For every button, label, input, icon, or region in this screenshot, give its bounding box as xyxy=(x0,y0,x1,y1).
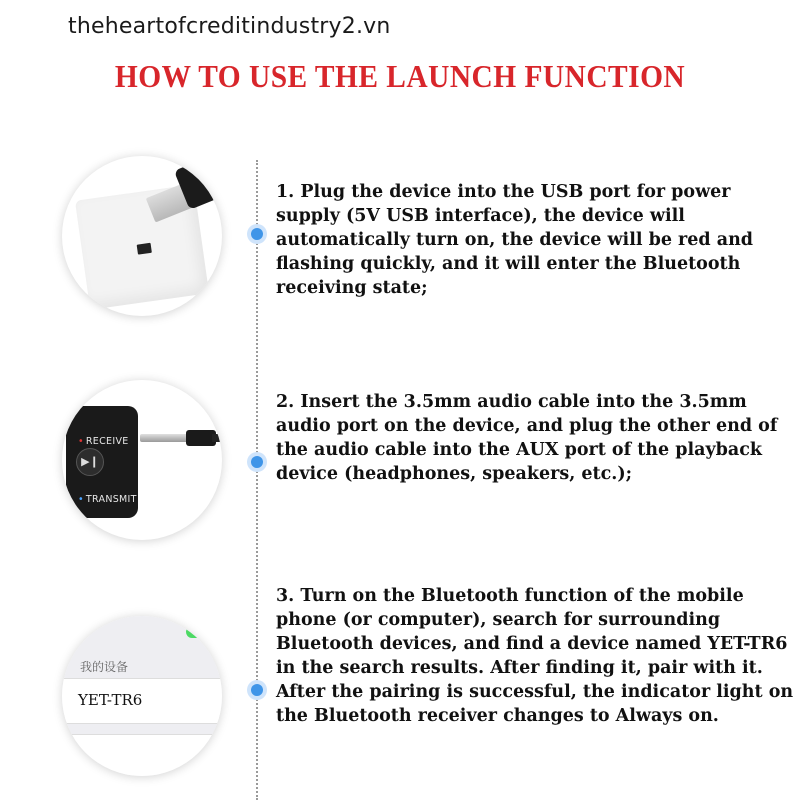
page-title: HOW TO USE THE LAUNCH FUNCTION xyxy=(114,58,686,94)
step-1-text: 1. Plug the device into the USB port for power supply (5V USB interface), the device will automatically turn on, the device will be red and flashing quickly, and it will enter the Bluetooth receiving state; xyxy=(276,182,754,298)
step-3-text: 3. Turn on the Bluetooth function of the mobile phone (or computer), search for surrounding Bluetooth devices, and find a device named YET-TR6 in the search results. After finding it, pair with it. After the pairing is successful, the indicator light on the Bluetooth receiver changes to Always on. xyxy=(276,586,794,726)
device-name: YET-TR6 xyxy=(78,691,143,709)
receiver-device xyxy=(66,406,138,518)
audio-cable xyxy=(212,434,222,442)
transmit-label: • TRANSMIT xyxy=(78,494,137,505)
device-row xyxy=(62,678,222,724)
usb-slot xyxy=(137,243,152,255)
timeline-dot-3 xyxy=(251,684,263,696)
step-3-image xyxy=(62,616,222,776)
device-row-empty xyxy=(62,734,222,776)
timeline-dot-1 xyxy=(251,228,263,240)
step-2-text: 2. Insert the 3.5mm audio cable into the 3.5mm audio port on the device, and plug the other end of the audio cable into the AUX port of the playback device (headphones, speakers, etc.); xyxy=(276,392,778,484)
bluetooth-toggle-icon xyxy=(186,626,208,638)
watermark: theheartofcreditindustry2.vn xyxy=(68,14,391,39)
step-1-image xyxy=(62,156,222,316)
receive-label: • RECEIVE xyxy=(78,436,129,447)
play-pause-icon: ▶❙ xyxy=(76,448,104,476)
my-devices-label: 我的设备 xyxy=(80,660,129,674)
timeline-line xyxy=(256,160,258,800)
timeline-dot-2 xyxy=(251,456,263,468)
step-2-image xyxy=(62,380,222,540)
